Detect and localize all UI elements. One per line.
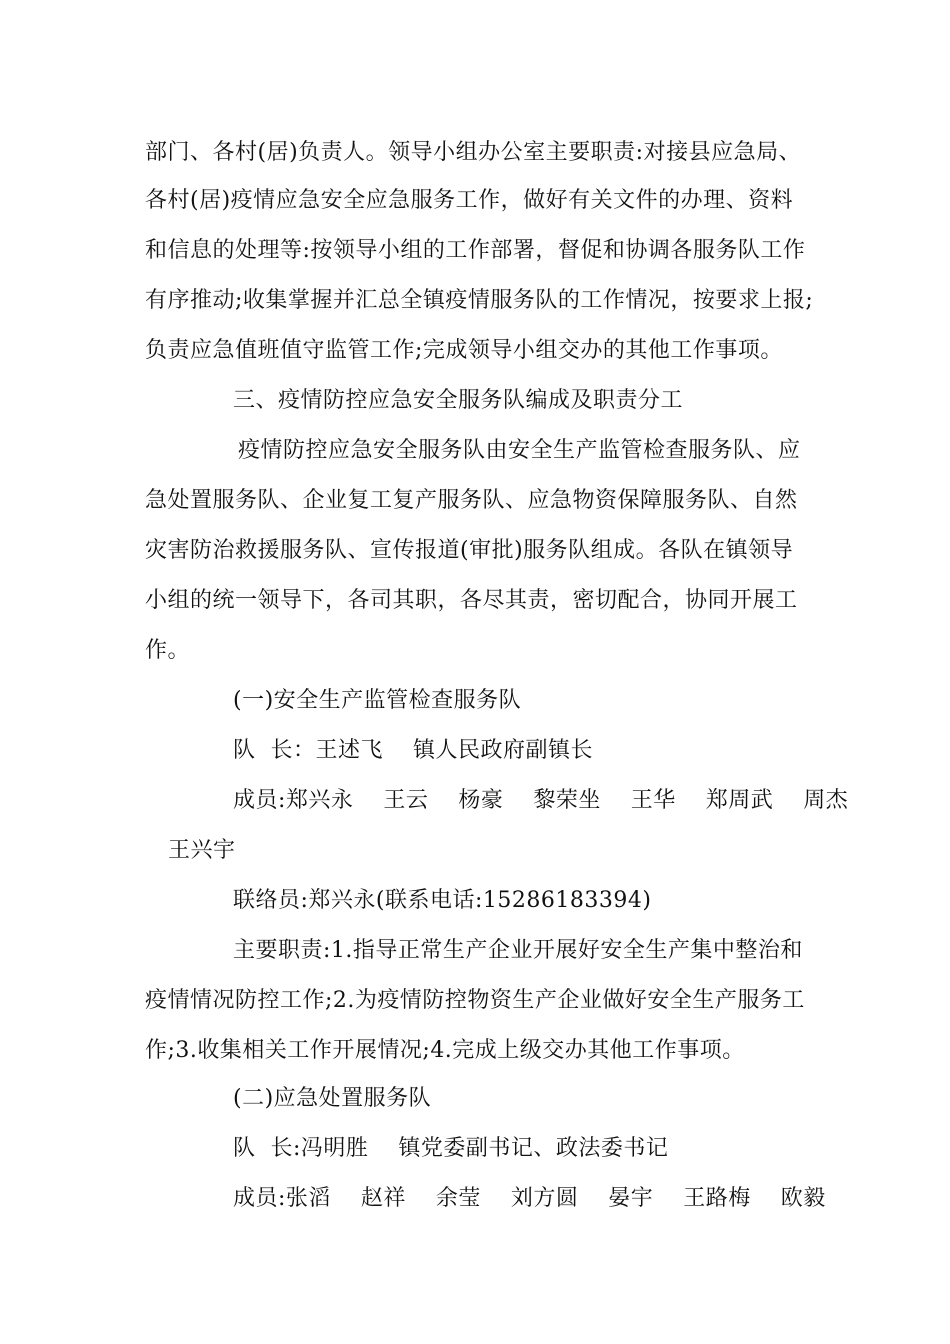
- team-members-line: 成员:郑兴永 王云 杨豪 黎荣坐 王华 郑周武 周杰: [233, 788, 849, 813]
- subsection-heading: (一)安全生产监管检查服务队: [233, 688, 522, 713]
- team-members-line: 王兴宇: [168, 838, 236, 863]
- paragraph-line: 灾害防治救援服务队、宣传报道(审批)服务队组成。各队在镇领导: [145, 538, 794, 563]
- paragraph-line: 和信息的处理等:按领导小组的工作部署，督促和协调各服务队工作: [145, 238, 806, 263]
- team-leader-line: 队 长:冯明胜 镇党委副书记、政法委书记: [233, 1136, 669, 1161]
- duties-line: 作;3.收集相关工作开展情况;4.完成上级交办其他工作事项。: [145, 1038, 745, 1063]
- paragraph-line: 作。: [145, 638, 191, 663]
- paragraph-line: 小组的统一领导下，各司其职，各尽其责，密切配合，协同开展工: [145, 588, 798, 613]
- paragraph-line: 有序推动;收集掌握并汇总全镇疫情服务队的工作情况，按要求上报;: [145, 288, 814, 313]
- team-members-line: 成员:张滔 赵祥 余莹 刘方圆 晏宇 王路梅 欧毅: [233, 1186, 826, 1211]
- section-heading: 三、疫情防控应急安全服务队编成及职责分工: [233, 388, 684, 413]
- duties-line: 疫情情况防控工作;2.为疫情防控物资生产企业做好安全生产服务工: [145, 988, 805, 1013]
- paragraph-line: 各村(居)疫情应急安全应急服务工作，做好有关文件的办理、资料: [145, 188, 794, 213]
- paragraph-line: 急处置服务队、企业复工复产服务队、应急物资保障服务队、自然: [145, 488, 798, 513]
- paragraph-line: 疫情防控应急安全服务队由安全生产监管检查服务队、应: [238, 438, 801, 463]
- team-leader-line: 队 长：王述飞 镇人民政府副镇长: [233, 738, 593, 763]
- paragraph-line: 负责应急值班值守监管工作;完成领导小组交办的其他工作事项。: [145, 338, 783, 363]
- subsection-heading: (二)应急处置服务队: [233, 1086, 432, 1111]
- paragraph-line: 部门、各村(居)负责人。领导小组办公室主要职责:对接县应急局、: [145, 140, 802, 165]
- duties-line: 主要职责:1.指导正常生产企业开展好安全生产集中整治和: [233, 938, 803, 963]
- liaison-line: 联络员:郑兴永(联系电话:15286183394): [233, 888, 652, 913]
